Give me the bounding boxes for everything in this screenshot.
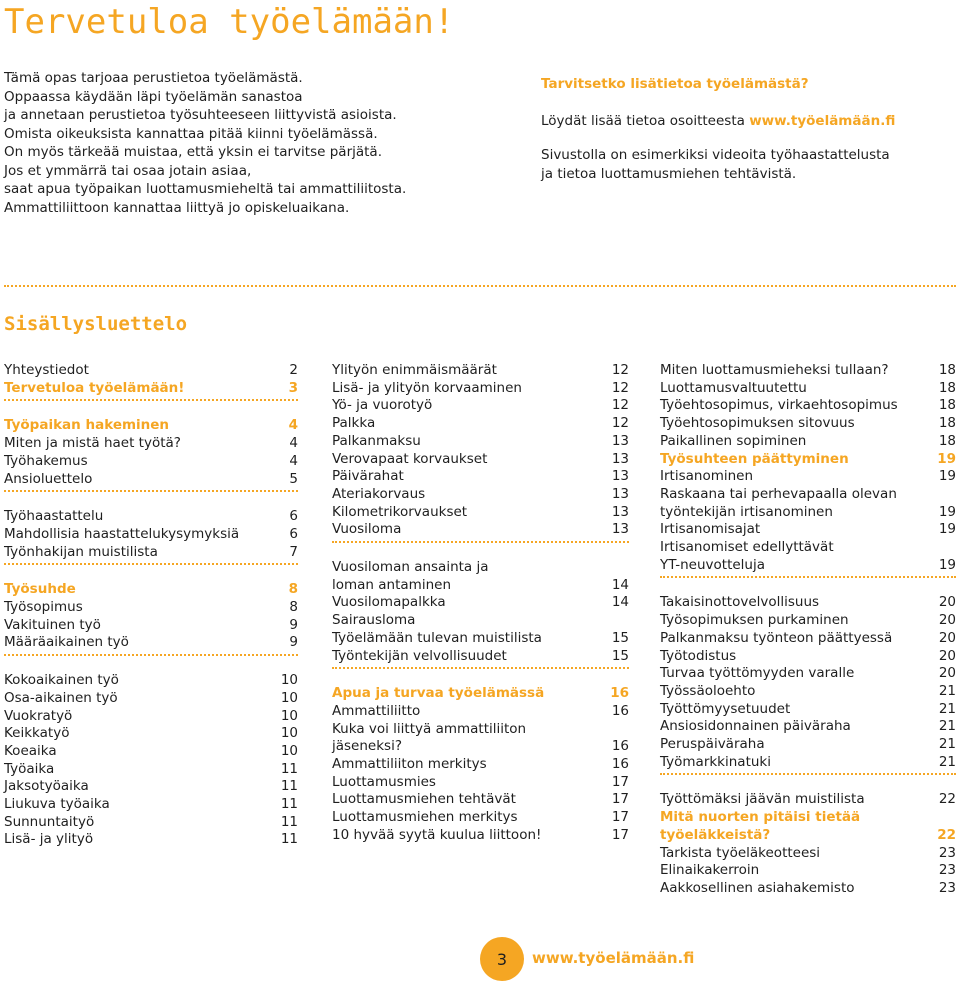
toc-entry[interactable] [660,594,956,612]
toc-entry-label: työntekijän irtisanominen [660,503,833,520]
toc-entry-page: 11 [280,813,298,830]
toc-column-2 [332,362,629,845]
intro-line: Jos et ymmärrä tai osaa jotain asiaa, [4,162,252,179]
toc-entry-label: Paikallinen sopiminen [660,432,807,449]
toc-entry-page: 9 [289,616,298,633]
toc-entry-label: Työmarkkinatuki [660,753,771,770]
toc-entry-label: Ylityön enimmäismäärät [332,362,497,378]
toc-entry[interactable] [660,612,956,630]
toc-entry-label: Vuosilomapalkka [332,594,446,611]
toc-entry-page: 19 [937,450,956,467]
toc-entry-page: 19 [938,468,956,485]
toc-entry-page: 20 [938,612,956,629]
toc-entry-page: 18 [938,415,956,432]
toc-entry-label: Kilometrikorvaukset [332,503,468,520]
toc-entry-label: Työelämään tulevan muistilista [332,629,542,646]
footer-website-link[interactable]: www.työelämään.fi [532,949,695,967]
toc-entry-label: Työaika [4,760,55,777]
intro-line: saat apua työpaikan luottamusmieheltä tai ammattiliitosta. [4,181,407,197]
toc-entry[interactable] [4,435,298,453]
toc-entry-label: Peruspäiväraha [660,736,765,753]
toc-entry-label: Työhaastattelu [4,508,104,525]
toc-entry-page: 19 [938,521,956,538]
toc-entry-label: Työsuhde [4,581,76,598]
toc-entry-page: 16 [611,756,629,773]
toc-entry-page: 21 [938,700,956,717]
toc-entry-page: 18 [938,397,956,414]
toc-section-heading[interactable] [4,380,298,398]
toc-entry-page: 5 [289,470,298,487]
toc-entry[interactable] [660,468,956,486]
toc-entry-page: 8 [288,581,298,598]
intro-line: Omista oikeuksista kannattaa pitää kiinni työelämässä. [4,125,378,142]
toc-entry-label: Ammattiliitto [332,702,421,719]
toc-entry-page: 17 [611,773,629,790]
intro-line: Ammattiliittoon kannattaa liittyä jo opiskeluaikana. [4,199,350,216]
toc-entry-label: Luottamusmies [332,773,436,790]
toc-entry-label: Liukuva työaika [4,796,110,813]
toc-entry[interactable] [4,743,298,761]
toc-entry-page: 21 [938,753,956,770]
toc-entry-page: 16 [611,738,629,755]
toc-separator [660,773,956,775]
toc-entry-label: jäseneksi? [332,738,402,755]
toc-title: Sisällysluettelo [4,313,188,335]
toc-entry-label: Luottamusvaltuutettu [660,379,807,396]
info-heading: Tarvitsetko lisätietoa työelämästä? [541,76,809,92]
toc-section-heading[interactable] [332,685,629,703]
toc-entry-page: 21 [938,736,956,753]
toc-entry[interactable] [332,594,629,612]
toc-entry[interactable] [332,521,629,539]
toc-entry[interactable] [660,754,956,772]
toc-entry[interactable] [332,612,629,630]
toc-entry[interactable] [660,362,956,380]
intro-line: Oppaassa käydään läpi työelämän sanastoa [4,88,303,105]
toc-entry[interactable] [4,778,298,796]
toc-entry-page: 18 [938,362,956,378]
toc-entry-page: 3 [288,379,298,396]
toc-entry[interactable] [332,504,629,522]
toc-entry[interactable] [332,577,629,595]
toc-entry-page: 13 [611,432,629,449]
toc-entry-label: Vuosiloma [332,521,402,538]
intro-line: ja annetaan perustietoa työsuhteeseen liittyvistä asioista. [4,107,397,123]
toc-entry-label: Apua ja turvaa työelämässä [332,685,545,702]
toc-entry-label: Sunnuntaityö [4,813,95,830]
section-divider [4,285,956,287]
toc-entry-page: 13 [611,485,629,502]
toc-entry-page: 12 [611,415,629,432]
info-line [541,112,956,131]
toc-entry[interactable] [660,880,956,898]
toc-entry[interactable] [4,634,298,652]
toc-entry-label: Lisä- ja ylityön korvaaminen [332,379,522,396]
toc-entry[interactable] [4,761,298,779]
toc-entry-page: 4 [289,452,298,469]
toc-entry[interactable] [332,362,629,380]
toc-entry[interactable] [660,701,956,719]
toc-entry[interactable] [4,599,298,617]
toc-entry-label: Ateriakorvaus [332,485,426,502]
toc-entry-label: Työhakemus [4,452,88,469]
toc-entry-label: Yhteystiedot [4,362,89,378]
toc-entry-label: Työtodistus [660,647,737,664]
toc-entry-page: 21 [938,682,956,699]
toc-entry-label: Työsopimuksen purkaminen [660,612,849,629]
toc-entry-label: Työnhakijan muistilista [4,543,158,560]
toc-entry[interactable] [332,721,629,739]
toc-entry[interactable] [660,718,956,736]
toc-entry-page: 17 [611,809,629,826]
info-website-link[interactable]: www.työelämään.fi [749,112,896,129]
toc-entry-label: Miten ja mistä haet työtä? [4,435,181,452]
toc-entry-label: Luottamusmiehen merkitys [332,809,518,826]
toc-entry-page: 17 [611,791,629,808]
toc-entry-label: Aakkosellinen asiahakemisto [660,879,855,896]
toc-entry-label: Keikkatyö [4,725,70,742]
toc-entry[interactable] [660,380,956,398]
toc-entry[interactable] [660,415,956,433]
toc-entry-label: Elinaikakerroin [660,862,760,879]
toc-entry-label: Työssäoloehto [660,682,756,699]
toc-entry[interactable] [660,486,956,504]
toc-entry-label: Työehtosopimus, virkaehtosopimus [660,397,898,414]
toc-entry[interactable] [4,690,298,708]
toc-entry[interactable] [332,433,629,451]
toc-separator [4,563,298,565]
toc-entry-label: Työttömyysetuudet [660,700,791,717]
toc-entry-page: 23 [938,844,956,861]
toc-entry-page: 12 [611,362,629,378]
toc-entry-label: Yö- ja vuorotyö [332,397,433,414]
intro-line: Tämä opas tarjoaa perustietoa työelämästä. [4,70,303,86]
toc-entry[interactable] [4,617,298,635]
toc-entry-label: Takaisinottovelvollisuus [660,594,820,611]
toc-entry[interactable] [4,526,298,544]
toc-entry-page: 13 [611,521,629,538]
toc-entry-page: 12 [611,379,629,396]
toc-entry[interactable] [660,791,956,809]
toc-separator [4,399,298,401]
page-number-badge: 3 [480,937,524,981]
toc-entry-label: Ammattiliiton merkitys [332,756,487,773]
intro-line: On myös tärkeää muistaa, että yksin ei tarvitse pärjätä. [4,144,382,160]
toc-entry-page: 10 [280,725,298,742]
toc-entry[interactable] [4,544,298,562]
toc-entry-page: 19 [938,556,956,573]
toc-entry[interactable] [332,486,629,504]
toc-entry-page: 21 [938,718,956,735]
toc-entry-page: 11 [280,796,298,813]
toc-entry-page: 13 [611,468,629,485]
toc-column-3 [660,362,956,898]
toc-entry[interactable] [660,648,956,666]
toc-entry[interactable] [4,471,298,489]
toc-entry-page: 10 [280,689,298,706]
toc-entry-label: Ansioluettelo [4,470,93,487]
toc-entry-page: 14 [611,594,629,611]
toc-section-heading[interactable] [4,417,298,435]
toc-entry-label: Kokoaikainen työ [4,672,119,689]
toc-entry[interactable] [332,415,629,433]
toc-entry[interactable] [660,862,956,880]
toc-entry-label: Irtisanominen [660,468,754,485]
toc-entry-label: Palkka [332,415,376,432]
toc-entry-page: 19 [938,503,956,520]
toc-separator [4,654,298,656]
toc-entry-page: 6 [289,508,298,525]
toc-entry-page: 4 [289,435,298,452]
toc-entry-label: Työntekijän velvollisuudet [332,647,507,664]
toc-entry-label: Turvaa työttömyyden varalle [660,665,855,682]
toc-column-1 [4,362,298,849]
toc-entry[interactable] [332,809,629,827]
info-box [541,75,956,183]
toc-entry-label: Lisä- ja ylityö [4,831,94,848]
page-title: Tervetuloa työelämään! [4,2,455,42]
toc-entry-label: Työsopimus [4,599,83,616]
toc-entry[interactable] [332,827,629,845]
toc-entry[interactable] [4,362,298,380]
toc-entry-page: 7 [289,543,298,560]
toc-entry[interactable] [332,756,629,774]
toc-separator [660,576,956,578]
toc-entry-label: Vuosiloman ansainta ja [332,559,489,576]
toc-entry-label: Irtisanomiset edellyttävät [660,539,834,556]
toc-entry[interactable] [4,672,298,690]
toc-entry-page: 14 [611,576,629,593]
toc-entry[interactable] [660,397,956,415]
toc-entry-page: 4 [288,417,298,434]
toc-section-heading[interactable] [4,581,298,599]
toc-entry-label: Vakituinen työ [4,616,101,633]
toc-entry-label: Tarkista työeläkeotteesi [660,844,821,861]
toc-entry-label: Verovapaat korvaukset [332,450,488,467]
toc-entry[interactable] [332,703,629,721]
toc-entry-label: Työttömäksi jäävän muistilista [660,791,865,808]
toc-entry-label: Palkanmaksu [332,432,421,449]
toc-entry-page: 17 [611,826,629,843]
toc-entry-page: 10 [280,672,298,689]
toc-entry[interactable] [332,738,629,756]
info-para-line: ja tietoa luottamusmiehen tehtävistä. [541,165,797,182]
toc-entry-page: 18 [938,379,956,396]
toc-entry-page: 20 [938,665,956,682]
toc-entry-page: 15 [611,647,629,664]
toc-entry-label: Raskaana tai perhevapaalla olevan [660,485,897,502]
toc-entry-page: 13 [611,450,629,467]
toc-entry[interactable] [660,557,956,575]
toc-entry-label: Miten luottamusmieheksi tullaan? [660,362,889,378]
toc-entry-label: Tervetuloa työelämään! [4,379,185,396]
toc-entry-page: 10 [280,742,298,759]
toc-entry[interactable] [4,708,298,726]
toc-entry[interactable] [660,433,956,451]
toc-entry-label: Työehtosopimuksen sitovuus [660,415,855,432]
toc-entry-page: 22 [938,791,956,808]
toc-entry-label: Jaksotyöaika [4,778,89,795]
toc-entry[interactable] [332,397,629,415]
toc-entry[interactable] [332,468,629,486]
info-para-line: Sivustolla on esimerkiksi videoita työhaastattelusta [541,147,890,163]
toc-entry-label: loman antaminen [332,576,451,593]
toc-entry[interactable] [660,630,956,648]
toc-entry-page: 8 [289,599,298,616]
toc-separator [332,667,629,669]
toc-entry-page: 20 [938,629,956,646]
info-line-text: Löydät lisää tietoa osoitteesta [541,112,750,129]
toc-entry-label: Työsuhteen päättyminen [660,450,849,467]
toc-separator [332,541,629,543]
toc-entry-page: 16 [610,685,629,702]
toc-entry[interactable] [332,451,629,469]
toc-entry[interactable] [4,814,298,832]
toc-entry-page: 11 [280,778,298,795]
toc-entry[interactable] [4,453,298,471]
toc-entry[interactable] [332,648,629,666]
toc-entry[interactable] [660,539,956,557]
toc-entry[interactable] [4,508,298,526]
toc-entry-label: Työpaikan hakeminen [4,417,170,434]
toc-entry[interactable] [660,736,956,754]
toc-entry-label: 10 hyvää syytä kuulua liittoon! [332,826,542,843]
toc-entry-page: 6 [289,525,298,542]
toc-entry-label: Kuka voi liittyä ammattiliiton [332,720,527,737]
toc-entry-label: Määräaikainen työ [4,634,129,651]
toc-entry[interactable] [660,521,956,539]
toc-entry[interactable] [4,831,298,849]
toc-entry-label: Mahdollisia haastattelukysymyksiä [4,525,240,542]
toc-entry-label: Sairausloma [332,612,416,629]
toc-separator [4,490,298,492]
toc-entry-page: 11 [280,760,298,777]
toc-entry-label: Luottamusmiehen tehtävät [332,791,516,808]
toc-entry-label: Päivärahat [332,468,404,485]
toc-entry[interactable] [660,683,956,701]
toc-entry-label: YT-neuvotteluja [660,556,766,573]
toc-entry-label: Mitä nuorten pitäisi tietää [660,809,861,826]
toc-entry[interactable] [660,845,956,863]
toc-entry-label: työeläkkeistä? [660,826,771,843]
toc-entry-page: 11 [280,831,298,848]
toc-entry[interactable] [4,796,298,814]
toc-entry-page: 23 [938,879,956,896]
toc-entry[interactable] [660,504,956,522]
intro-text [4,69,504,217]
toc-entry-page: 13 [611,503,629,520]
toc-entry-label: Ansiosidonnainen päiväraha [660,718,851,735]
toc-entry-page: 12 [611,397,629,414]
toc-entry[interactable] [660,665,956,683]
toc-entry-page: 18 [938,432,956,449]
toc-entry[interactable] [332,380,629,398]
toc-entry[interactable] [332,559,629,577]
toc-entry[interactable] [332,774,629,792]
toc-entry-label: Palkanmaksu työnteon päättyessä [660,629,893,646]
toc-entry-page: 20 [938,647,956,664]
toc-entry-page: 9 [289,634,298,651]
toc-entry-page: 15 [611,629,629,646]
toc-entry-label: Vuokratyö [4,707,73,724]
toc-entry-page: 10 [280,707,298,724]
toc-entry[interactable] [332,630,629,648]
toc-entry[interactable] [4,725,298,743]
toc-section-heading[interactable] [660,827,956,845]
toc-entry-page: 20 [938,594,956,611]
toc-entry-label: Koeaika [4,742,57,759]
toc-entry[interactable] [332,791,629,809]
toc-section-heading[interactable] [660,809,956,827]
toc-entry-label: Osa-aikainen työ [4,689,118,706]
toc-entry-page: 22 [937,826,956,843]
toc-entry-page: 16 [611,702,629,719]
toc-entry-label: Irtisanomisajat [660,521,761,538]
toc-entry-page: 23 [938,862,956,879]
toc-entry-page: 2 [289,362,298,378]
toc-section-heading[interactable] [660,451,956,469]
